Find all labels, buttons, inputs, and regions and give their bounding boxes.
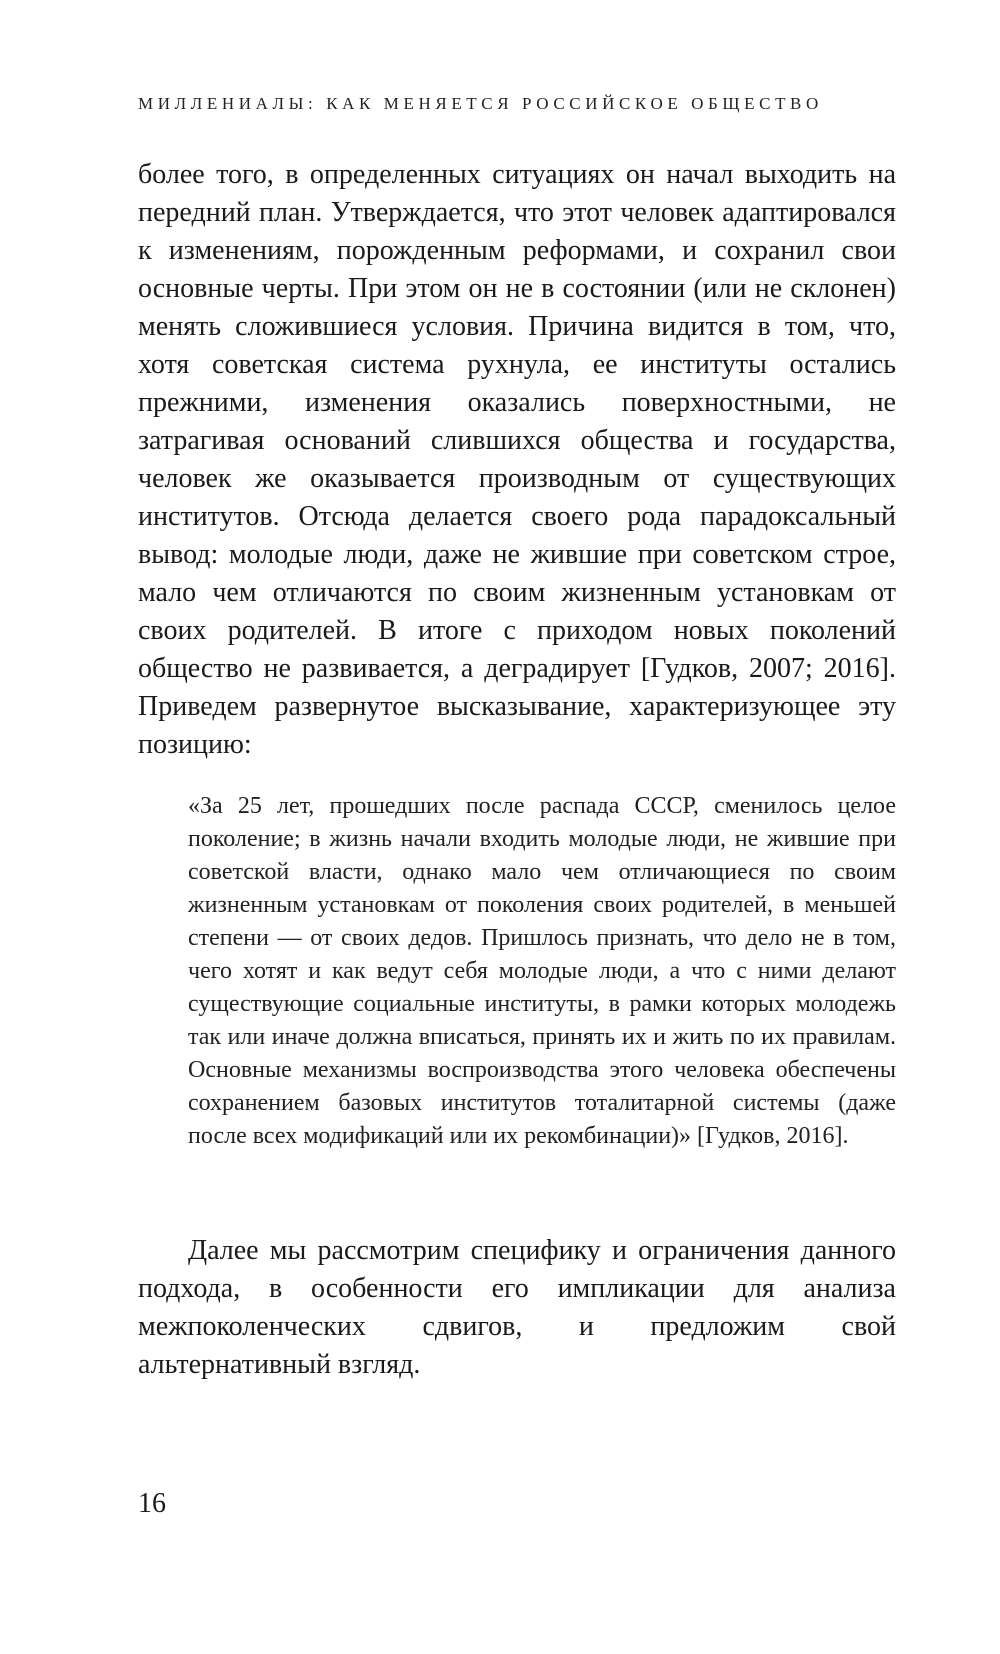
block-quote: «За 25 лет, прошедших после распада СССР, сменилось целое поколение; в жизнь начали входить молодые люди, не жившие при советской власти, однако мало чем отличающиеся по своим жизненным установкам от поколения своих родителей, в меньшей степени — от своих дедов. Пришлось признать, что дело не в том, чего хотят и как ведут себя молодые люди, а что с ними делают существующие социальные институты, в рамки которых молодежь так или иначе должна вписаться, принять их и жить по их правилам. Основные механизмы воспроизводства этого человека обеспечены сохранением базовых институтов тоталитарной системы (даже после всех модификаций или их рекомбинации)» [Гудков, 2016]. — [188, 793, 896, 1149]
running-header-title: МИЛЛЕНИАЛЫ: КАК МЕНЯЕТСЯ РОССИЙСКОЕ ОБЩЕСТВО — [138, 94, 823, 113]
body-paragraph-1: более того, в определенных ситуациях он начал выходить на передний план. Утверждается, что этот человек адаптировался к изменениям, порожденным реформами, и сохранил свои основные черты. При этом он не в состоянии (или не склонен) менять сложившиеся условия. Причина видится в том, что, хотя советская система рухнула, ее институты остались прежними, изменения оказались поверхностными, не затрагивая оснований слившихся общества и государства, человек же оказывается производным от существующих институтов. Отсюда делается своего рода парадоксальный вывод: молодые люди, даже не жившие при советском строе, мало чем отличаются по своим жизненным установкам от своих родителей. В итоге с приходом новых поколений общество не развивается, а деградирует [Гудков, 2007; 2016]. Приведем развернутое высказывание, характеризующее эту позицию: — [138, 159, 896, 760]
page-number: 16 — [138, 1488, 166, 1519]
body-paragraph-2: Далее мы рассмотрим специфику и ограничения данного подхода, в особенности его импликации для анализа межпоколенческих сдвигов, и предложим свой альтернативный взгляд. — [138, 1235, 896, 1380]
